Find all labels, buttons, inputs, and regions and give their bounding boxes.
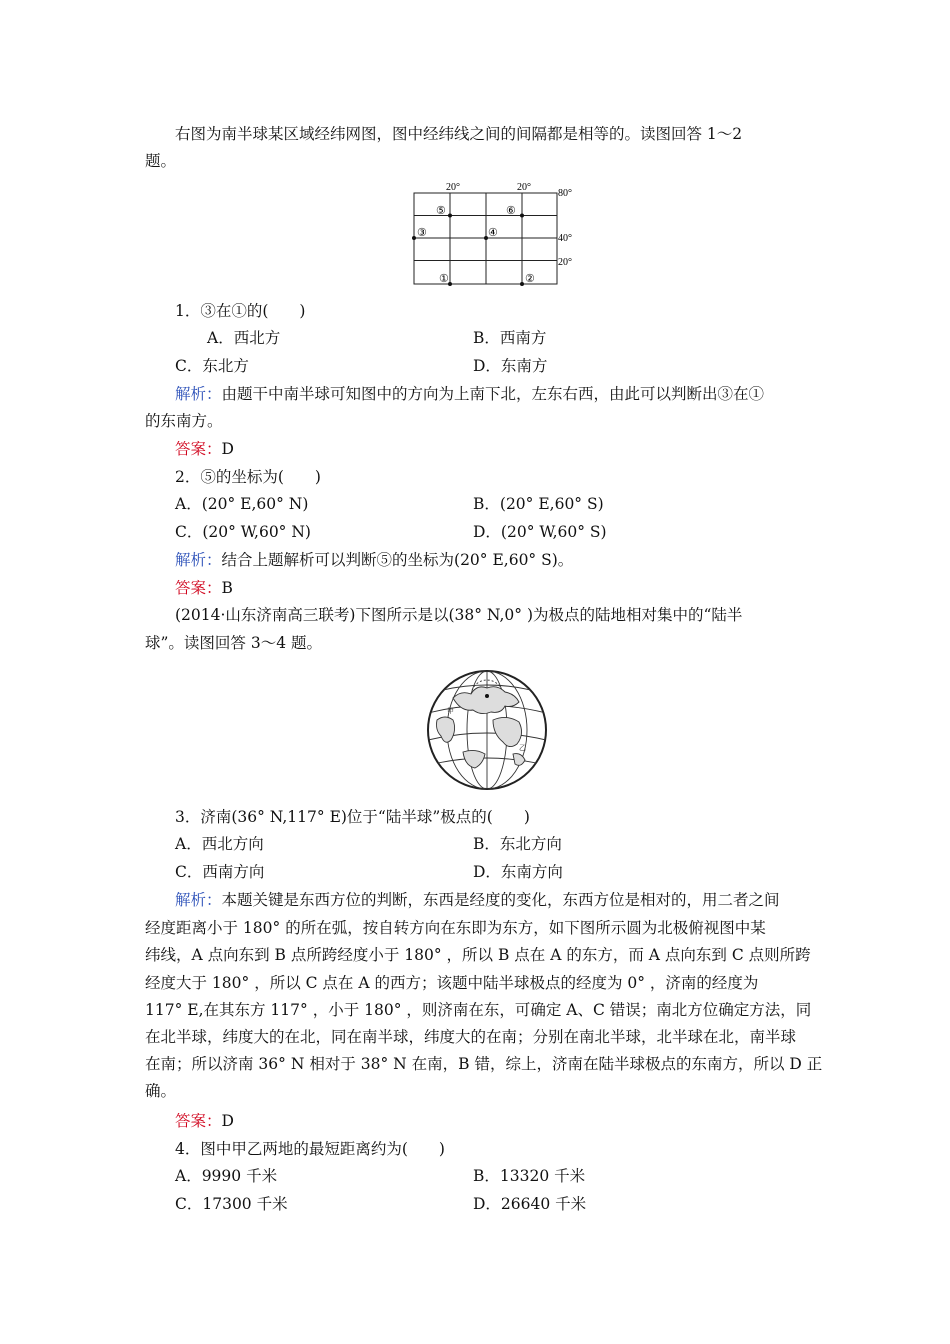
answer-label: 答案： <box>175 579 222 597</box>
intro-text-line: (2014·山东济南高三联考)下图所示是以(38° N,0° )为极点的陆地相对集中的“陆半 <box>175 606 743 624</box>
analysis-text: 的东南方。 <box>145 412 223 430</box>
option-b: B．东北方向 <box>473 835 562 853</box>
answer-value: D <box>221 1112 234 1130</box>
analysis-text: 经度大于 180° ，所以 C 点在 A 的西方；该题中陆半球极点的经度为 0° ，济南的经度为 <box>145 974 759 992</box>
grid-marker: ④ <box>488 227 498 239</box>
answer <box>175 577 233 599</box>
answer <box>175 1110 234 1132</box>
option-a: A．西北方向 <box>175 835 264 853</box>
analysis-text: 结合上题解析可以判断⑤的坐标为(20° E,60° S)。 <box>221 551 574 569</box>
option-a: A．(20° E,60° N) <box>175 495 309 513</box>
grid-right-label: 20° <box>558 257 572 268</box>
analysis-text: 由题干中南半球可知图中的方向为上南下北，左东右西，由此可以判断出③在① <box>221 385 765 403</box>
analysis <box>175 549 573 571</box>
question-stem: 3．济南(36° N,117° E)位于“陆半球”极点的( ) <box>175 808 530 826</box>
analysis-label: 解析： <box>175 551 222 569</box>
analysis-label: 解析： <box>175 385 222 403</box>
lat-long-grid-figure <box>405 178 590 290</box>
land-hemisphere-globe-figure <box>423 668 551 792</box>
option-d: D．东南方向 <box>473 863 563 881</box>
answer-label: 答案： <box>175 1112 222 1130</box>
grid-top-label: 20° <box>446 182 460 193</box>
option-b: B．(20° E,60° S) <box>473 495 604 513</box>
option-a: A．西北方 <box>207 329 281 347</box>
analysis <box>175 383 764 405</box>
analysis-text: 本题关键是东西方位的判断，东西是经度的变化，东西方位是相对的，用二者之间 <box>221 891 780 909</box>
grid-marker: ⑥ <box>506 205 516 217</box>
analysis-text: 经度距离小于 180° 的所在弧，按自转方向在东即为东方，如下图所示圆为北极俯视图中某 <box>145 919 766 937</box>
option-b: B．西南方 <box>473 329 547 347</box>
analysis-label: 解析： <box>175 891 222 909</box>
intro-text-line: 题。 <box>145 152 177 170</box>
answer-value: B <box>221 579 233 597</box>
analysis-text: 在北半球，纬度大的在北，同在南半球，纬度大的在南；分别在南北半球，北半球在北，南半球 <box>145 1028 797 1046</box>
option-b: B．13320 千米 <box>473 1167 586 1185</box>
grid-marker: ① <box>439 273 449 285</box>
option-d: D．26640 千米 <box>473 1195 587 1213</box>
question-stem: 2．⑤的坐标为( ) <box>175 468 321 486</box>
grid-top-label: 20° <box>517 182 531 193</box>
grid-marker: ② <box>525 273 535 285</box>
option-c: C．东北方 <box>175 357 249 375</box>
answer <box>175 438 234 460</box>
svg-text:乙: 乙 <box>519 744 526 752</box>
grid-right-label: 80° <box>558 188 572 199</box>
option-c: C．西南方向 <box>175 863 265 881</box>
grid-marker: ⑤ <box>436 205 446 217</box>
answer-label: 答案： <box>175 440 222 458</box>
analysis-text: 确。 <box>145 1082 177 1100</box>
question-stem: 4．图中甲乙两地的最短距离约为( ) <box>175 1140 445 1158</box>
option-d: D．(20° W,60° S) <box>473 523 607 541</box>
option-c: C．17300 千米 <box>175 1195 288 1213</box>
option-c: C．(20° W,60° N) <box>175 523 311 541</box>
option-d: D．东南方 <box>473 357 548 375</box>
analysis-text: 117° E,在其东方 117° ，小于 180° ，则济南在东，可确定 A、C 错误；南北方位确定方法，同 <box>145 1001 812 1019</box>
analysis-text: 纬线，A 点向东到 B 点所跨经度小于 180° ，所以 B 点在 A 的东方，而 A 点向东到 C 点则所跨 <box>145 946 811 964</box>
answer-value: D <box>221 440 234 458</box>
question-stem: 1．③在①的( ) <box>175 302 306 320</box>
analysis-text: 在南；所以济南 36° N 相对于 38° N 在南，B 错，综上，济南在陆半球极点的东南方，所以 D 正 <box>145 1055 823 1073</box>
option-a: A．9990 千米 <box>175 1167 278 1185</box>
intro-text-line: 球”。读图回答 3～4 题。 <box>145 634 323 652</box>
analysis <box>175 889 780 911</box>
grid-right-label: 40° <box>558 233 572 244</box>
svg-text:甲: 甲 <box>447 707 454 715</box>
intro-text-line: 右图为南半球某区域经纬网图，图中经纬线之间的间隔都是相等的。读图回答 1～2 <box>175 125 743 143</box>
grid-marker: ③ <box>417 227 427 239</box>
